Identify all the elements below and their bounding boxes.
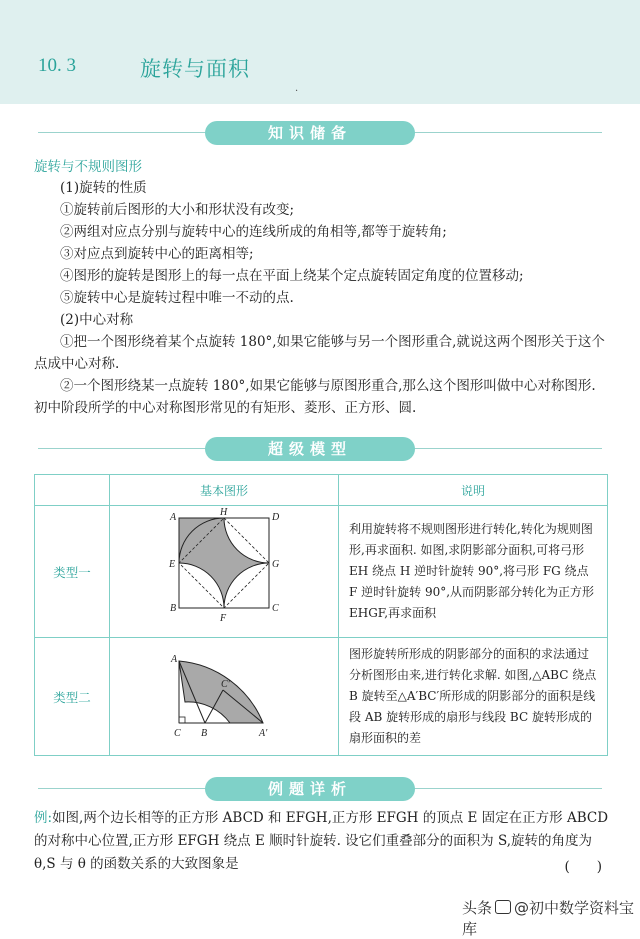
point-label: F	[220, 612, 227, 624]
table-row	[35, 506, 608, 638]
band-label: 超级模型	[205, 437, 415, 461]
table-header	[35, 475, 110, 506]
point-label: A	[171, 653, 178, 665]
list-item: ④图形的旋转是图形上的每一点在平面上绕某个定点旋转固定角度的位置移动;	[60, 268, 524, 284]
section-title: 旋转与面积	[140, 57, 250, 81]
figure-cell	[110, 506, 339, 638]
model-description: 利用旋转将不规则图形进行转化,转化为规则图形,再求面积. 如图,求阴影部分面积,可将弓形 EH 绕点 H 逆时针旋转 90°,将弓形 FG 绕点 F 逆时针旋转 90°,从而阴影部分转化为正方形 EHGF,再求面积	[339, 506, 608, 638]
paragraph: ②一个图形绕某一点旋转 180°,如果它能够与原图形重合,那么这个图形叫做中心对称图形. 初中阶段所学的中心对称图形常见的有矩形、菱形、正方形、圆.	[34, 378, 596, 416]
subheading: 旋转与不规则图形	[34, 159, 142, 175]
knowledge-list	[34, 177, 609, 419]
band-label: 例题详析	[205, 777, 415, 801]
table-header: 说明	[339, 475, 608, 506]
section-number: 10. 3	[38, 55, 76, 76]
list-item: ③对应点到旋转中心的距离相等;	[60, 246, 254, 262]
row-label: 类型一	[35, 506, 110, 638]
model-description: 图形旋转所形成的阴影部分的面积的求法通过分析图形由来,进行转化求解. 如图,△ABC 绕点 B 旋转至△A′BC′所形成的阴影部分的面积是线段 AB 旋转形成的扇形与线段 BC 旋转形成的扇形面积的差	[339, 638, 608, 756]
table-header: 基本图形	[110, 475, 339, 506]
knowledge-band	[0, 120, 640, 146]
point-label: A′	[259, 727, 268, 739]
watermark-handle: @初中数学资料宝库	[462, 899, 635, 938]
table-header-row	[35, 475, 608, 506]
triangle-rotation-figure	[159, 645, 289, 745]
right-angle-mark	[179, 717, 185, 723]
row-label: 类型二	[35, 638, 110, 756]
table-row	[35, 638, 608, 756]
point-label: G	[272, 558, 280, 570]
paragraph: ①把一个图形绕着某个点旋转 180°,如果它能够与另一个图形重合,就说这两个图形关于这个点成中心对称.	[34, 334, 605, 372]
point-label: E	[169, 558, 176, 570]
decorative-dot: ·	[295, 86, 299, 97]
model-band	[0, 436, 640, 462]
header-bar	[0, 0, 640, 104]
point-label: C′	[221, 678, 230, 690]
point-label: A	[170, 511, 177, 523]
list-item: ②两组对应点分别与旋转中心的连线所成的角相等,都等于旋转角;	[60, 224, 447, 240]
example-band	[0, 776, 640, 802]
point-label: B	[201, 727, 208, 739]
square-rotation-figure	[159, 507, 289, 633]
example-body: 如图,两个边长相等的正方形 ABCD 和 EFGH,正方形 EFGH 的顶点 E 固定在正方形 ABCD 的对称中心位置,正方形 EFGH 绕点 E 顺时针旋转. 设它们重叠部分的面积为 S,旋转的角度为 θ,S 与 θ 的函数关系的大致图象是	[34, 810, 609, 872]
example-label: 例:	[34, 810, 53, 826]
band-label: 知识储备	[205, 121, 415, 145]
point-label: C	[272, 602, 279, 614]
list-item: ①旋转前后图形的大小和形状没有改变;	[60, 202, 295, 218]
list-item: (1)旋转的性质	[60, 180, 147, 196]
figure-cell	[110, 638, 339, 756]
list-item: (2)中心对称	[60, 312, 134, 328]
point-label: D	[272, 511, 280, 523]
point-label: C	[174, 727, 181, 739]
point-label: B	[170, 602, 177, 614]
example-text	[34, 807, 609, 876]
watermark	[462, 897, 640, 939]
point-label: H	[220, 506, 228, 518]
model-table	[34, 474, 608, 756]
camera-icon	[495, 900, 511, 914]
watermark-prefix: 头条	[462, 899, 493, 917]
list-item: ⑤旋转中心是旋转过程中唯一不动的点.	[60, 290, 294, 306]
answer-parentheses: ( )	[564, 859, 602, 875]
